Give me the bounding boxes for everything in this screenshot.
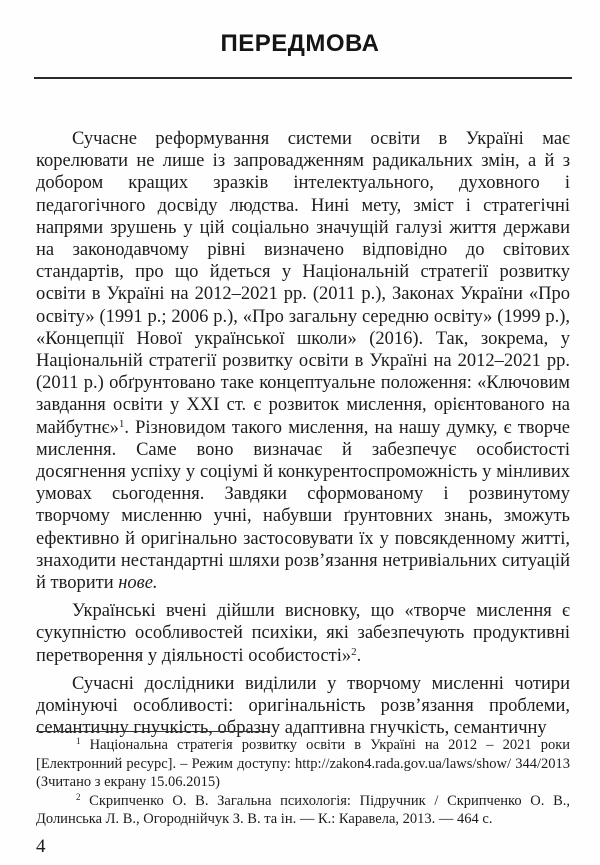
footnote-ref-2: 2 xyxy=(351,645,357,658)
footnote-divider xyxy=(36,731,270,732)
main-text xyxy=(36,128,570,739)
footnote-2-number: 2 xyxy=(76,791,81,802)
paragraph-3 xyxy=(36,673,570,740)
footnote-1-number: 1 xyxy=(76,736,81,746)
paragraph-1-text-a: Сучасне реформування системи освіти в Україні має корелювати не лише із запровадженням радикальних змін, а й з добором кращих зразків інтелектуального, духовного і педагогічного досвіду людства. Нині мету, зміст і стратегічні напрями зрушень у цій соціально значущій галузі життя держави на законодавчому рівні визначено відповідно до світових стандартів, про що йдеться у Національній стратегії розвитку освіти в Україні на 2012–2021 рр. (2011 р.), Законах України «Про освіту» (1991 р.; 2006 р.), «Про загальну середню освіту» (1999 р.), «Концепції Нової української школи» (2016). Так, зокрема, у Національній стратегії розвитку освіти в Україні на 2012–2021 рр. (2011 р.) обґрунтовано таке концептуальне положення: «Ключовим завдання освіти у ХХІ ст. є розвиток мислення, орієнтованого на майбутнє» xyxy=(36,129,570,438)
title-divider xyxy=(34,77,572,79)
paragraph-2-text-a: Українські вчені дійшли висновку, що «творче мислення є сукупністю особливостей психіки, які забезпечують продуктивні перетворення у діяльності особистості» xyxy=(36,601,570,666)
paragraph-3-text: Сучасні дослідники виділили у творчому мисленні чотири домінуючі особливості: оригінальність розв’язання проблеми, семантичну гнучкість, образну адаптивна гнучкість, семантичну xyxy=(36,673,570,739)
footnote-ref-1: 1 xyxy=(118,417,125,430)
footnote-2 xyxy=(36,792,570,829)
paragraph-1 xyxy=(36,128,570,594)
footnote-1 xyxy=(36,736,570,792)
page-title: ПЕРЕДМОВА xyxy=(220,30,380,57)
paragraph-1-text-b: . Різновидом такого мислення, на нашу думку, є творче мислення. Саме воно визначає й забезпечує особистості досягнення успіху у соціумі й конкурентоспроможність у мінливих умовах сьогодення. Завдяки сформованому і розвинутому творчому мисленню учні, набувши ґрунтовних знань, зможуть ефективно й оригінально застосовувати їх у повсякденному житті, знаходити нестандартні шляхи розв’язання нетривіальних ситуацій й творити xyxy=(36,417,570,594)
footnote-2-text: Скрипченко О. В. Загальна психологія: Підручник / Скрипченко О. В., Долинська Л. В., Огороднійчук З. В. та ін. — К.: Каравела, 2013. — 464 с. xyxy=(36,792,570,828)
paragraph-1-italic-word: нове. xyxy=(118,573,158,594)
paragraph-2 xyxy=(36,600,570,667)
footnote-1-text: Національна стратегія розвитку освіти в Україні на 2012 – 2021 роки [Електронний ресурс]. – Режим доступу: http://zakon4.rada.gov.ua/laws/show/ 344/2013 (Зчитано з екрану 15.06.2015) xyxy=(36,737,570,791)
page-number: 4 xyxy=(36,836,46,857)
paragraph-2-text-b: . xyxy=(356,645,362,666)
footnotes xyxy=(36,736,570,829)
